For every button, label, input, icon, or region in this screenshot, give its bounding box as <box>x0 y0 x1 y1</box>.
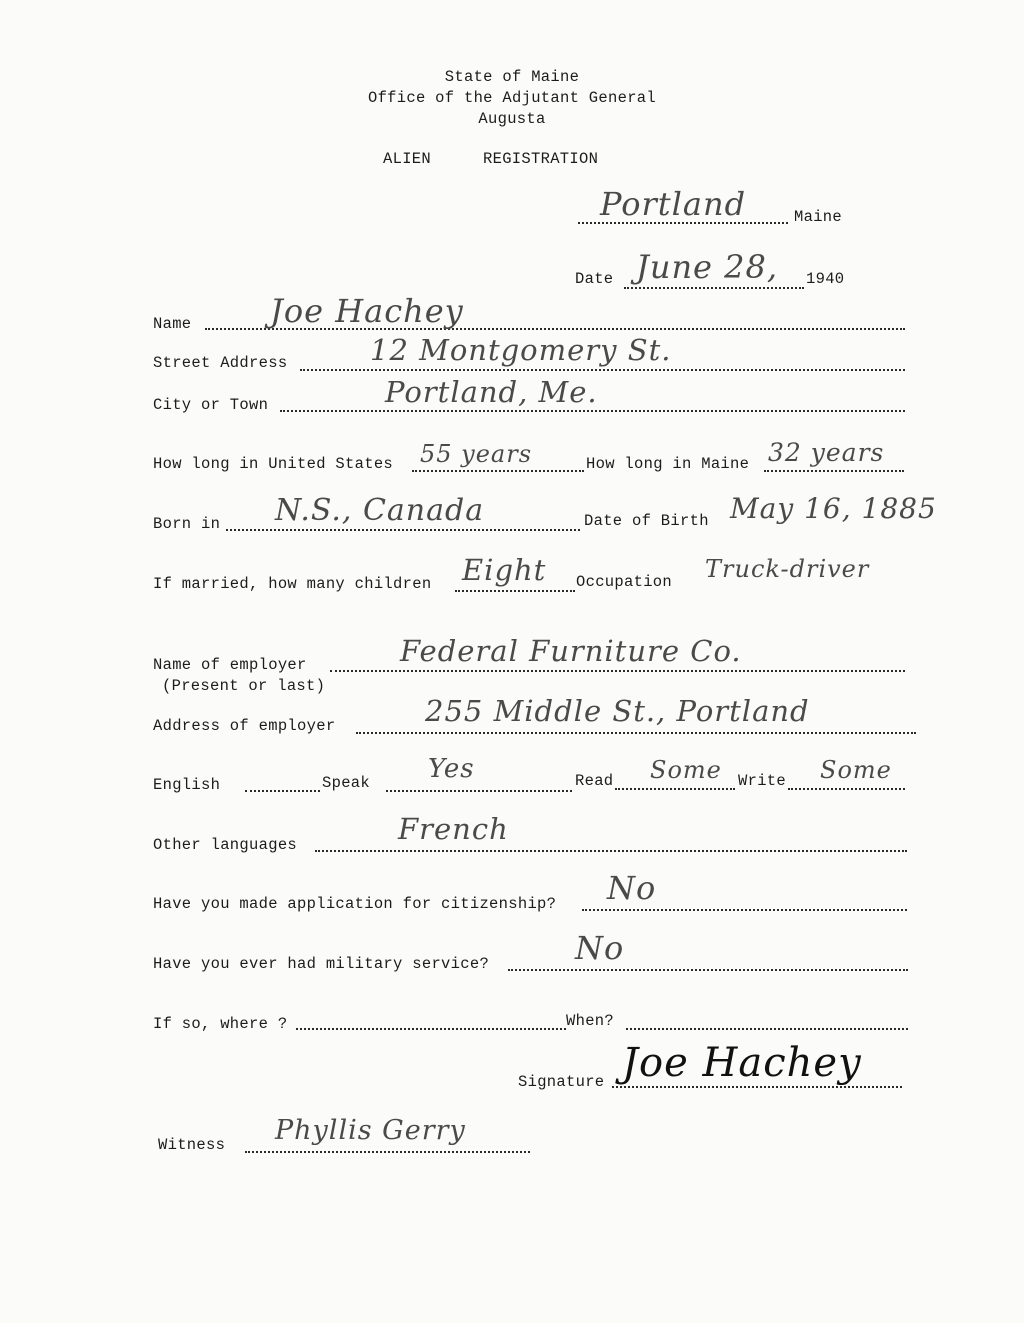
witness-dots <box>245 1149 530 1153</box>
other-languages-label: Other languages <box>153 836 298 854</box>
header-office: Office of the Adjutant General <box>367 89 657 107</box>
street-label: Street Address <box>153 354 288 372</box>
occupation-value: Truck-driver <box>705 555 870 583</box>
form-title-alien: ALIEN <box>383 150 432 168</box>
employer-value: Federal Furniture Co. <box>400 634 742 668</box>
write-value: Some <box>820 756 892 784</box>
employer-dots <box>330 668 905 672</box>
english-dots <box>245 788 320 792</box>
name-label: Name <box>153 315 192 333</box>
military-label: Have you ever had military service? <box>153 955 490 973</box>
header-state: State of Maine <box>444 68 580 86</box>
write-dots <box>788 786 905 790</box>
military-value: No <box>575 929 625 967</box>
us-years-dots <box>412 468 584 472</box>
other-languages-dots <box>315 848 907 852</box>
place-value: Portland <box>600 185 747 223</box>
citizenship-dots <box>582 907 907 911</box>
children-value: Eight <box>462 553 547 587</box>
name-value: Joe Hachey <box>270 292 464 330</box>
read-dots <box>615 786 735 790</box>
read-label: Read <box>575 772 614 790</box>
witness-value: Phyllis Gerry <box>275 1115 466 1146</box>
employer-address-label: Address of employer <box>153 717 336 735</box>
citizenship-label: Have you made application for citizenship? <box>153 895 557 913</box>
us-years-label: How long in United States <box>153 455 394 473</box>
english-label: English <box>153 776 221 794</box>
employer-address-value: 255 Middle St., Portland <box>425 694 810 728</box>
employer-address-dots <box>356 730 916 734</box>
speak-value: Yes <box>428 754 475 784</box>
form-title-registration: REGISTRATION <box>483 150 599 168</box>
dob-value: May 16, 1885 <box>730 492 937 525</box>
write-label: Write <box>738 772 787 790</box>
when-label: When? <box>566 1012 615 1030</box>
maine-years-label: How long in Maine <box>586 455 750 473</box>
employer-sublabel: (Present or last) <box>162 677 326 695</box>
date-label: Date <box>575 270 614 288</box>
born-label: Born in <box>153 515 221 533</box>
children-dots <box>455 588 575 592</box>
speak-label: Speak <box>322 774 371 792</box>
street-dots <box>300 367 905 371</box>
maine-years-dots <box>764 468 904 472</box>
maine-years-value: 32 years <box>768 438 885 467</box>
speak-dots <box>386 788 572 792</box>
date-value: June 28, <box>636 248 779 286</box>
signature-value: Joe Hachey <box>622 1040 862 1086</box>
us-years-value: 55 years <box>420 440 533 468</box>
header-city: Augusta <box>478 110 546 128</box>
city-value: Portland, Me. <box>385 375 598 409</box>
children-label: If married, how many children <box>153 575 432 593</box>
citizenship-value: No <box>607 869 657 907</box>
place-suffix: Maine <box>794 208 843 226</box>
born-value: N.S., Canada <box>275 493 485 528</box>
dob-label: Date of Birth <box>584 512 709 530</box>
date-year: 1940 <box>806 270 845 288</box>
signature-label: Signature <box>518 1073 605 1091</box>
occupation-label: Occupation <box>576 573 673 591</box>
witness-label: Witness <box>158 1136 226 1154</box>
city-label: City or Town <box>153 396 269 414</box>
employer-label: Name of employer <box>153 656 307 674</box>
read-value: Some <box>650 756 722 784</box>
other-languages-value: French <box>398 812 509 846</box>
street-value: 12 Montgomery St. <box>370 333 672 367</box>
military-dots <box>508 967 908 971</box>
where-label: If so, where ? <box>153 1015 288 1033</box>
where-dots <box>296 1026 566 1030</box>
when-dots <box>626 1026 908 1030</box>
